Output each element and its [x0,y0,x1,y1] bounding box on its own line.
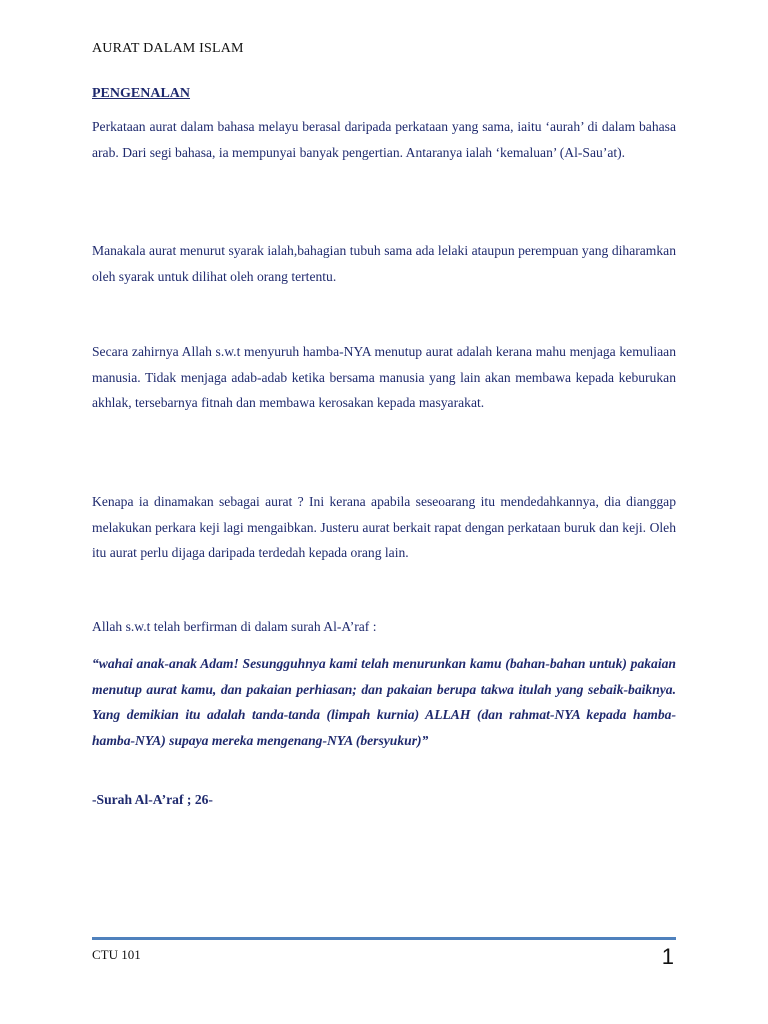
quranic-quote: “wahai anak-anak Adam! Sesungguhnya kami telah menurunkan kamu (bahan-bahan untuk) pakaian menutup aurat kamu, dan pakaian perhiasan; dan pakaian berupa takwa itulah yang sebaik-baiknya. Yang demikian itu adalah tanda-tanda (limpah kurnia) ALLAH (dan rahmat-NYA kepada hamba-hamba-NYA) supaya mereka mengenang-NYA (bersyukur)” [92,656,676,748]
paragraph-syarak-definition: Manakala aurat menurut syarak ialah,bahagian tubuh sama ada lelaki ataupun perempuan yang diharamkan oleh syarak untuk dilihat oleh orang tertentu. [92,243,676,284]
paragraph-definition: Perkataan aurat dalam bahasa melayu berasal daripada perkataan yang sama, iaitu ‘aurah’ di dalam bahasa arab. Dari segi bahasa, ia mempunyai banyak pengertian. Antaranya ialah ‘kemaluan’ (Al-Sau’at). [92,119,676,160]
paragraph-quote-intro: Allah s.w.t telah berfirman di dalam surah Al-A’raf : [92,619,377,634]
page-number: 1 [661,944,674,969]
paragraph-purpose: Secara zahirnya Allah s.w.t menyuruh hamba-NYA menutup aurat adalah kerana mahu menjaga kemuliaan manusia. Tidak menjaga adab-adab ketika bersama manusia yang lain akan membawa kepada keburukan akhlak, tersebarnya fitnah dan membawa kerosakan kepada masyarakat. [92,344,676,410]
paragraph-why-named: Kenapa ia dinamakan sebagai aurat ? Ini kerana apabila seseoarang itu mendedahkannya, dia dianggap melakukan perkara keji lagi mengaibkan. Justeru aurat berkait rapat dengan perkataan buruk dan keji. Oleh itu aurat perlu dijaga daripada terdedah kepada orang lain. [92,494,676,560]
quote-citation: -Surah Al-A’raf ; 26- [92,792,213,807]
document-header-title: AURAT DALAM ISLAM [92,41,244,56]
footer-divider [92,937,676,940]
footer-course-code: CTU 101 [92,947,141,962]
section-heading: PENGENALAN [92,86,191,101]
